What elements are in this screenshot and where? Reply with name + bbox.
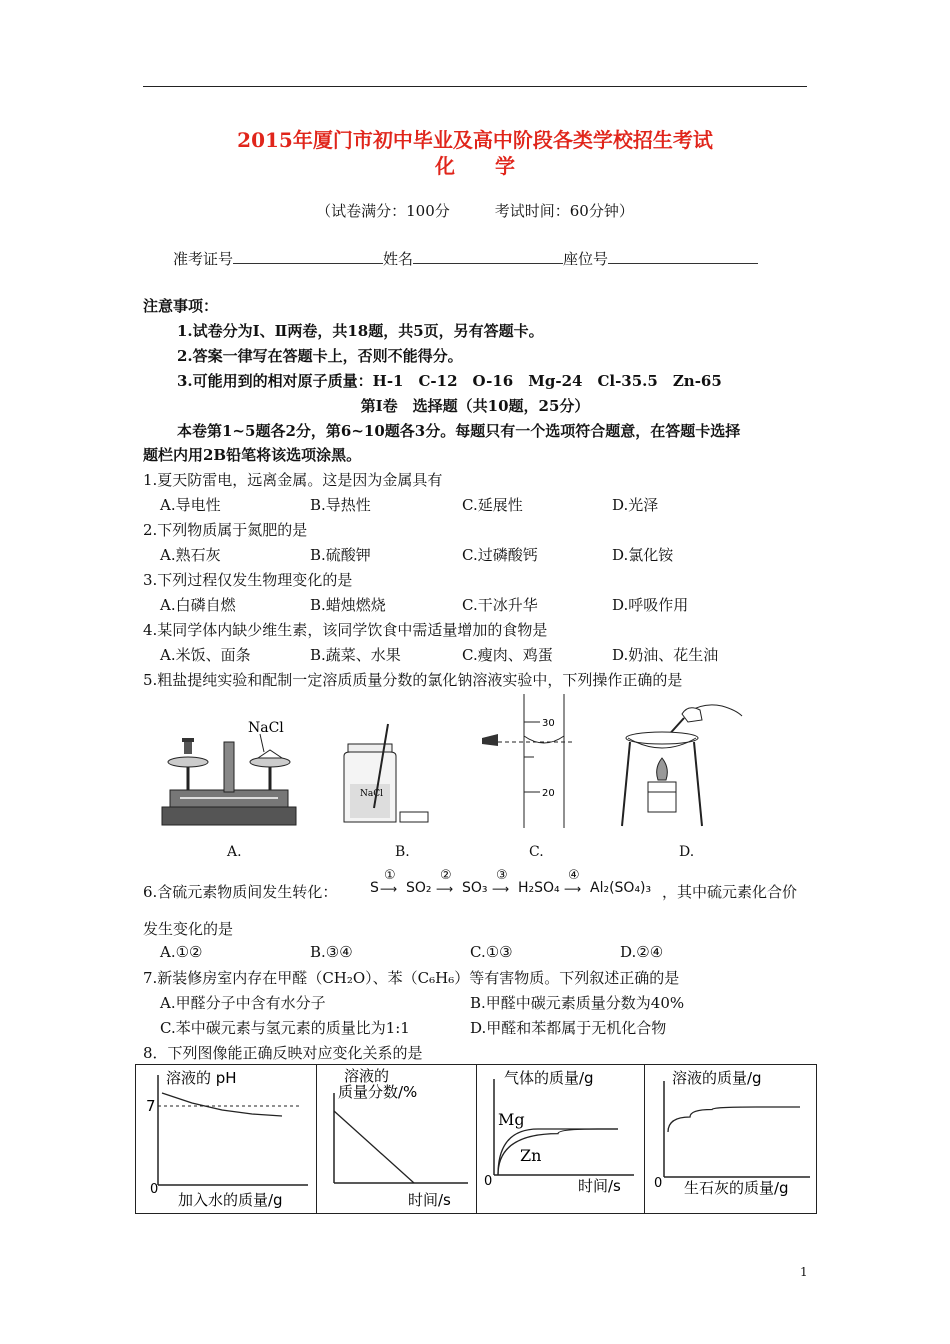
q1-option-b[interactable]: B.导热性 [310,496,371,514]
q2-option-a[interactable]: A.熟石灰 [160,546,221,564]
q5-option-c[interactable]: C. [529,844,544,860]
q2-option-c[interactable]: C.过磷酸钙 [462,546,538,564]
balance-figure [160,712,298,828]
graph-b [316,1065,476,1213]
chain-so2: SO₂ [406,880,432,896]
step-2: ② [440,868,452,883]
series-mg-curve [498,1129,618,1175]
chain-s: S [370,880,379,896]
y-axis-label: 气体的质量/g [504,1069,594,1087]
q6-option-b[interactable]: B.③④ [310,943,353,961]
tick-20: 20 [542,788,555,799]
q6-stem-prefix: 6.含硫元素物质间发生转化： [143,883,338,901]
q1-option-a[interactable]: A.导电性 [160,496,221,514]
graph-d-cell[interactable] [644,1065,816,1213]
nacl-label: NaCl [248,720,284,736]
chain-al2so43: Al₂(SO₄)₃ [590,880,652,896]
y-axis-label: 溶液的 pH [166,1069,237,1087]
exam-info: （试卷满分：100分 考试时间：60分钟） [316,202,634,220]
ph-7-label: 7 [146,1097,156,1115]
evaporation-figure [618,698,758,830]
tick-30: 30 [542,718,555,729]
q7-option-a[interactable]: A.甲醛分子中含有水分子 [160,994,326,1012]
q8-stem: 8．下列图像能正确反映对应变化关系的是 [143,1044,423,1062]
arrow-4-icon: ⟶ [564,882,582,896]
graph-c [476,1065,644,1213]
q7-option-b[interactable]: B.甲醛中碳元素质量分数为40% [470,994,685,1012]
q6-option-d[interactable]: D.②④ [620,943,664,961]
q6-option-a[interactable]: A.①② [160,943,203,961]
origin-label: 0 [484,1174,493,1189]
graph-d [644,1065,816,1213]
note-3: 3.可能用到的相对原子质量：H-1 C-12 O-16 Mg-24 Cl-35.5 Zn-65 [177,372,722,390]
q1-stem: 1.夏天防雷电，远离金属。这是因为金属具有 [143,471,443,489]
top-rule [143,86,807,87]
section-title: 第Ⅰ卷 选择题（共10题，25分） [360,397,590,415]
q1-option-d[interactable]: D.光泽 [612,496,659,514]
x-axis-label: 时间/s [408,1191,451,1209]
graph-c-cell[interactable] [476,1065,645,1213]
chain-h2so4: H₂SO₄ [518,880,560,896]
exam-title: 2015年厦门市初中毕业及高中阶段各类学校招生考试 [237,128,713,152]
origin-label: 0 [150,1182,159,1197]
zn-label: Zn [520,1146,542,1165]
q3-option-d[interactable]: D.呼吸作用 [612,596,689,614]
name-field[interactable] [413,247,563,264]
graph-a [136,1065,316,1213]
q5-option-d[interactable]: D. [679,844,695,860]
step-3: ③ [496,868,508,883]
id-field[interactable] [233,247,383,264]
x-axis-label: 时间/s [578,1177,621,1195]
q2-option-b[interactable]: B.硫酸钾 [310,546,371,564]
q4-stem: 4.某同学体内缺少维生素，该同学饮食中需适量增加的食物是 [143,621,548,639]
y-axis-label-2: 质量分数/% [338,1083,418,1101]
q7-option-c[interactable]: C.苯中碳元素与氢元素的质量比为1:1 [160,1019,410,1037]
seat-label: 座位号 [563,250,609,268]
q4-option-a[interactable]: A.米饭、面条 [160,646,251,664]
fraction-line [334,1111,414,1183]
reagent-jar-figure [330,722,440,828]
q1-option-c[interactable]: C.延展性 [462,496,523,514]
q5-option-a[interactable]: A. [227,844,242,860]
graduated-cylinder-figure [478,694,578,830]
q3-option-b[interactable]: B.蜡烛燃烧 [310,596,386,614]
series-zn-curve [498,1129,618,1175]
y-axis-label: 溶液的质量/g [672,1069,762,1087]
id-label: 准考证号 [173,250,234,268]
candidate-fields [173,247,758,269]
page-number: 1 [800,1265,808,1279]
notes-heading: 注意事项： [143,297,219,315]
q7-option-d[interactable]: D.甲醛和苯都属于无机化合物 [470,1019,667,1037]
x-axis-label: 生石灰的质量/g [684,1179,789,1197]
origin-label: 0 [654,1176,663,1191]
sulfur-chain [370,868,660,904]
section-intro-1: 本卷第1~5题各2分，第6~10题各3分。每题只有一个选项符合题意，在答题卡选择 [177,422,741,440]
x-axis-label: 加入水的质量/g [178,1191,283,1209]
jar-label: NaCl [360,789,384,799]
q6-stem-line2: 发生变化的是 [143,920,234,938]
ph-curve [162,1093,282,1116]
note-2: 2.答案一律写在答题卡上，否则不能得分。 [177,347,463,365]
q3-stem: 3.下列过程仅发生物理变化的是 [143,571,353,589]
section-intro-2: 题栏内用2B铅笔将该选项涂黑。 [143,446,362,464]
mg-label: Mg [498,1110,525,1129]
chain-so3: SO₃ [462,880,488,896]
y-axis-label-1: 溶液的 [344,1067,390,1085]
arrow-1-icon: ⟶ [380,882,398,896]
solution-mass-curve [668,1107,800,1132]
q4-option-b[interactable]: B.蔬菜、水果 [310,646,401,664]
arrow-3-icon: ⟶ [492,882,510,896]
q5-option-b[interactable]: B. [395,844,410,860]
seat-field[interactable] [608,247,758,264]
q4-option-c[interactable]: C.瘦肉、鸡蛋 [462,646,553,664]
q6-option-c[interactable]: C.①③ [470,943,513,961]
q7-stem: 7.新装修房室内存在甲醛（CH₂O）、苯（C₆H₆）等有害物质。下列叙述正确的是 [143,969,680,987]
note-1: 1.试卷分为Ⅰ、Ⅱ两卷，共18题，共5页，另有答题卡。 [177,322,544,340]
q2-stem: 2.下列物质属于氮肥的是 [143,521,308,539]
step-4: ④ [568,868,580,883]
q3-option-c[interactable]: C.干冰升华 [462,596,538,614]
q8-graph-table [135,1064,817,1214]
graph-a-cell[interactable] [136,1065,317,1213]
q2-option-d[interactable]: D.氯化铵 [612,546,674,564]
graph-b-cell[interactable] [316,1065,477,1213]
subject-title: 化 学 [435,154,515,178]
name-label: 姓名 [383,250,414,268]
q5-stem: 5.粗盐提纯实验和配制一定溶质质量分数的氯化钠溶液实验中，下列操作正确的是 [143,671,683,689]
q3-option-a[interactable]: A.白磷自燃 [160,596,236,614]
arrow-2-icon: ⟶ [436,882,454,896]
q6-stem-suffix: ，其中硫元素化合价 [662,883,798,901]
step-1: ① [384,868,396,883]
q4-option-d[interactable]: D.奶油、花生油 [612,646,719,664]
